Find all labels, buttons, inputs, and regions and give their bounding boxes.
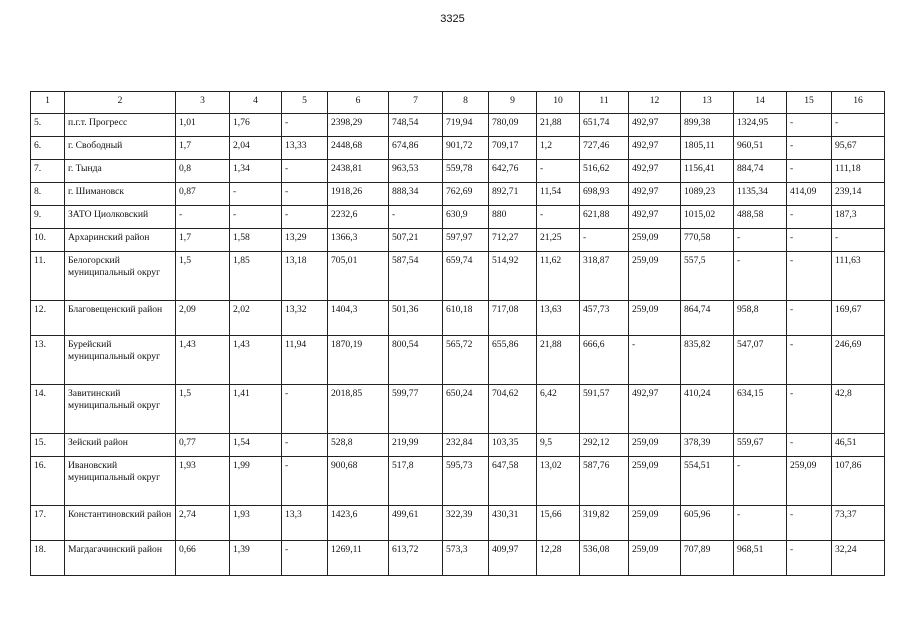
table-cell: 892,71 [489,183,537,206]
table-cell: 2,74 [176,506,230,541]
table-cell: 1423,6 [328,506,389,541]
table-cell: 1,7 [176,229,230,252]
table-cell: 698,93 [580,183,629,206]
table-cell: 651,74 [580,114,629,137]
table-cell: 46,51 [832,434,885,457]
table-cell: 968,51 [734,541,787,576]
table-cell: 492,97 [629,137,681,160]
table-cell: 565,72 [443,336,489,385]
table-cell: 595,73 [443,457,489,506]
table-cell: 259,09 [629,506,681,541]
municipality-name-cell: Завитинский муниципальный округ [65,385,176,434]
table-cell: 11. [31,252,65,301]
table-cell: 492,97 [629,206,681,229]
table-cell: 1,39 [230,541,282,576]
table-cell: 259,09 [629,252,681,301]
table-cell: 554,51 [681,457,734,506]
table-cell: 2232,6 [328,206,389,229]
table-cell: - [282,434,328,457]
table-cell: 647,58 [489,457,537,506]
table-cell: - [787,114,832,137]
table-cell: 2448,68 [328,137,389,160]
table-cell: 1366,3 [328,229,389,252]
table-cell: - [389,206,443,229]
table-row [31,252,885,301]
table-cell: 516,62 [580,160,629,183]
table-cell: 2438,81 [328,160,389,183]
municipality-name-cell: Зейский район [65,434,176,457]
table-cell: 111,63 [832,252,885,301]
table-cell: 770,58 [681,229,734,252]
table-cell: 259,09 [629,457,681,506]
page-number: 3325 [440,13,465,25]
table-cell: 9. [31,206,65,229]
table-cell: 605,96 [681,506,734,541]
table-cell: 960,51 [734,137,787,160]
table-cell: 864,74 [681,301,734,336]
table-row [31,160,885,183]
column-header: 14 [734,92,787,114]
column-header: 13 [681,92,734,114]
table-cell: - [787,301,832,336]
table-cell: 650,24 [443,385,489,434]
table-cell: 492,97 [629,183,681,206]
table-cell: 259,09 [629,541,681,576]
table-cell: 103,35 [489,434,537,457]
table-cell: 1,43 [230,336,282,385]
table-row [31,183,885,206]
column-header: 6 [328,92,389,114]
table-row [31,229,885,252]
table-cell: - [580,229,629,252]
table-cell: 514,92 [489,252,537,301]
table-cell: 674,86 [389,137,443,160]
table-cell: 719,94 [443,114,489,137]
table-cell: 95,67 [832,137,885,160]
table-cell: 666,6 [580,336,629,385]
table-cell: 884,74 [734,160,787,183]
table-cell: 322,39 [443,506,489,541]
table-cell: - [282,385,328,434]
table-cell: 1015,02 [681,206,734,229]
table-cell: 536,08 [580,541,629,576]
column-header: 10 [537,92,580,114]
table-cell: 259,09 [629,434,681,457]
table-cell: 1,93 [176,457,230,506]
table-cell: 1,76 [230,114,282,137]
table-cell: 1,99 [230,457,282,506]
table-cell: 587,54 [389,252,443,301]
table-cell: 659,74 [443,252,489,301]
table-cell: - [734,252,787,301]
column-header: 8 [443,92,489,114]
table-cell: 707,89 [681,541,734,576]
table-cell: 18. [31,541,65,576]
table-cell: 21,88 [537,114,580,137]
table-cell: 318,87 [580,252,629,301]
table-cell: 1,01 [176,114,230,137]
column-header: 5 [282,92,328,114]
table-cell: 762,69 [443,183,489,206]
table-cell: - [537,160,580,183]
table-cell: 12,28 [537,541,580,576]
municipality-name-cell: Ивановский муниципальный округ [65,457,176,506]
municipality-name-cell: г. Свободный [65,137,176,160]
table-cell: 259,09 [629,301,681,336]
table-cell: 187,3 [832,206,885,229]
table-cell: 712,27 [489,229,537,252]
table-cell: - [282,160,328,183]
municipality-name-cell: Магдагачинский район [65,541,176,576]
table-cell: - [832,114,885,137]
municipality-name-cell: Белогорский муниципальный округ [65,252,176,301]
table-cell: - [787,206,832,229]
table-cell: 2,02 [230,301,282,336]
table-cell: - [787,252,832,301]
table-cell: 259,09 [629,229,681,252]
table-cell: 557,5 [681,252,734,301]
table-cell: 1,93 [230,506,282,541]
table-cell: 232,84 [443,434,489,457]
table-row [31,457,885,506]
column-header: 2 [65,92,176,114]
table-cell: - [787,160,832,183]
table-cell: 13,33 [282,137,328,160]
table-cell: 1,85 [230,252,282,301]
table-cell: 13,63 [537,301,580,336]
table-cell: 0,8 [176,160,230,183]
municipality-name-cell: г. Шимановск [65,183,176,206]
table-cell: 1805,11 [681,137,734,160]
table-cell: - [282,114,328,137]
table-row [31,206,885,229]
table-cell: 7. [31,160,65,183]
table-cell: 800,54 [389,336,443,385]
table-cell: 547,07 [734,336,787,385]
municipality-name-cell: Архаринский район [65,229,176,252]
table-cell: 11,62 [537,252,580,301]
table-cell: 414,09 [787,183,832,206]
table-cell: - [629,336,681,385]
table-cell: 1,43 [176,336,230,385]
table-cell: 12. [31,301,65,336]
table-cell: - [734,229,787,252]
table-cell: 888,34 [389,183,443,206]
table-cell: 610,18 [443,301,489,336]
table-cell: 492,97 [629,114,681,137]
table-cell: 630,9 [443,206,489,229]
table-cell: - [230,183,282,206]
table-cell: 11,54 [537,183,580,206]
table-cell: 488,58 [734,206,787,229]
table-cell: 587,76 [580,457,629,506]
table-cell: 10. [31,229,65,252]
table-cell: 13,18 [282,252,328,301]
column-header: 7 [389,92,443,114]
table-cell: 1,54 [230,434,282,457]
table-cell: 111,18 [832,160,885,183]
table-row [31,336,885,385]
column-header: 1 [31,92,65,114]
column-header: 15 [787,92,832,114]
municipality-name-cell: Благовещенский район [65,301,176,336]
table-cell: 1089,23 [681,183,734,206]
table-cell: 219,99 [389,434,443,457]
column-header: 16 [832,92,885,114]
table-cell: 0,87 [176,183,230,206]
table-cell: 16. [31,457,65,506]
table-cell: 599,77 [389,385,443,434]
table-cell: 0,77 [176,434,230,457]
table-row [31,541,885,576]
table-header-row [31,92,885,114]
table-cell: 1156,41 [681,160,734,183]
table-cell: 528,8 [328,434,389,457]
table-cell: 410,24 [681,385,734,434]
table-cell: 239,14 [832,183,885,206]
table-cell: 1,41 [230,385,282,434]
table-cell: 1870,19 [328,336,389,385]
table-cell: - [537,206,580,229]
table-cell: - [230,206,282,229]
table-cell: 319,82 [580,506,629,541]
table-cell: 5. [31,114,65,137]
table-cell: - [282,206,328,229]
table-cell: 42,8 [832,385,885,434]
table-cell: 6,42 [537,385,580,434]
table-cell: 169,67 [832,301,885,336]
municipality-name-cell: г. Тында [65,160,176,183]
table-cell: 1135,34 [734,183,787,206]
table-cell: 246,69 [832,336,885,385]
table-cell: - [787,434,832,457]
table-cell: 378,39 [681,434,734,457]
table-cell: 0,66 [176,541,230,576]
table-cell: 573,3 [443,541,489,576]
table-cell: 457,73 [580,301,629,336]
municipality-name-cell: Бурейский муниципальный округ [65,336,176,385]
table-cell: 2398,29 [328,114,389,137]
table-cell: 430,31 [489,506,537,541]
table-cell: - [787,541,832,576]
table-cell: 900,68 [328,457,389,506]
table-row [31,385,885,434]
column-header: 4 [230,92,282,114]
table-cell: 591,57 [580,385,629,434]
table-cell: 717,08 [489,301,537,336]
table-cell: 655,86 [489,336,537,385]
table-cell: - [787,137,832,160]
data-table [30,91,885,576]
table-cell: 705,01 [328,252,389,301]
table-cell: - [787,506,832,541]
table-cell: - [832,229,885,252]
table-cell: 32,24 [832,541,885,576]
table-cell: 13,02 [537,457,580,506]
table-cell: 1,34 [230,160,282,183]
table-row [31,506,885,541]
table-cell: 501,36 [389,301,443,336]
table-cell: 517,8 [389,457,443,506]
table-cell: 1269,11 [328,541,389,576]
table-cell: 259,09 [787,457,832,506]
column-header: 9 [489,92,537,114]
table-cell: 73,37 [832,506,885,541]
table-cell: 2,09 [176,301,230,336]
table-cell: 8. [31,183,65,206]
table-cell: 835,82 [681,336,734,385]
table-cell: 963,53 [389,160,443,183]
table-cell: 642,76 [489,160,537,183]
table-cell: 13,29 [282,229,328,252]
table-cell: - [282,183,328,206]
table-cell: - [787,229,832,252]
table-cell: 709,17 [489,137,537,160]
table-cell: 1,5 [176,385,230,434]
table-cell: 492,97 [629,160,681,183]
table-cell: 559,67 [734,434,787,457]
municipality-name-cell: Константиновский район [65,506,176,541]
table-cell: 1,58 [230,229,282,252]
column-header: 12 [629,92,681,114]
table-cell: 704,62 [489,385,537,434]
table-cell: 597,97 [443,229,489,252]
table-cell: 15,66 [537,506,580,541]
table-cell: - [734,457,787,506]
column-header: 11 [580,92,629,114]
table-cell: 899,38 [681,114,734,137]
table-cell: - [176,206,230,229]
table-cell: 748,54 [389,114,443,137]
table-cell: 880 [489,206,537,229]
table-cell: 634,15 [734,385,787,434]
table-cell: 901,72 [443,137,489,160]
table-cell: - [787,385,832,434]
table-cell: 14. [31,385,65,434]
table-cell: - [282,541,328,576]
table-cell: 21,25 [537,229,580,252]
table-cell: 492,97 [629,385,681,434]
municipality-name-cell: ЗАТО Циолковский [65,206,176,229]
table-cell: 1324,95 [734,114,787,137]
table-cell: - [282,457,328,506]
table-cell: 2018,85 [328,385,389,434]
table-cell: 1918,26 [328,183,389,206]
table-cell: 107,86 [832,457,885,506]
municipality-name-cell: п.г.т. Прогресс [65,114,176,137]
table-cell: 507,21 [389,229,443,252]
table-cell: 17. [31,506,65,541]
table-cell: 9,5 [537,434,580,457]
table-cell: 292,12 [580,434,629,457]
table-cell: 727,46 [580,137,629,160]
table-cell: 13,32 [282,301,328,336]
table-row [31,301,885,336]
table-row [31,434,885,457]
table-cell: 1,7 [176,137,230,160]
table-cell: - [787,336,832,385]
table-row [31,137,885,160]
table-cell: 1404,3 [328,301,389,336]
table-row [31,114,885,137]
table-cell: 2,04 [230,137,282,160]
table-cell: 13,3 [282,506,328,541]
table-cell: 6. [31,137,65,160]
table-cell: 621,88 [580,206,629,229]
table-cell: 11,94 [282,336,328,385]
table-cell: 13. [31,336,65,385]
table-cell: 613,72 [389,541,443,576]
table-cell: 21,88 [537,336,580,385]
column-header: 3 [176,92,230,114]
table-cell: 1,2 [537,137,580,160]
table-cell: 559,78 [443,160,489,183]
table-cell: 1,5 [176,252,230,301]
table-cell: - [734,506,787,541]
table-cell: 15. [31,434,65,457]
table-cell: 780,09 [489,114,537,137]
table-cell: 499,61 [389,506,443,541]
table-cell: 958,8 [734,301,787,336]
table-cell: 409,97 [489,541,537,576]
